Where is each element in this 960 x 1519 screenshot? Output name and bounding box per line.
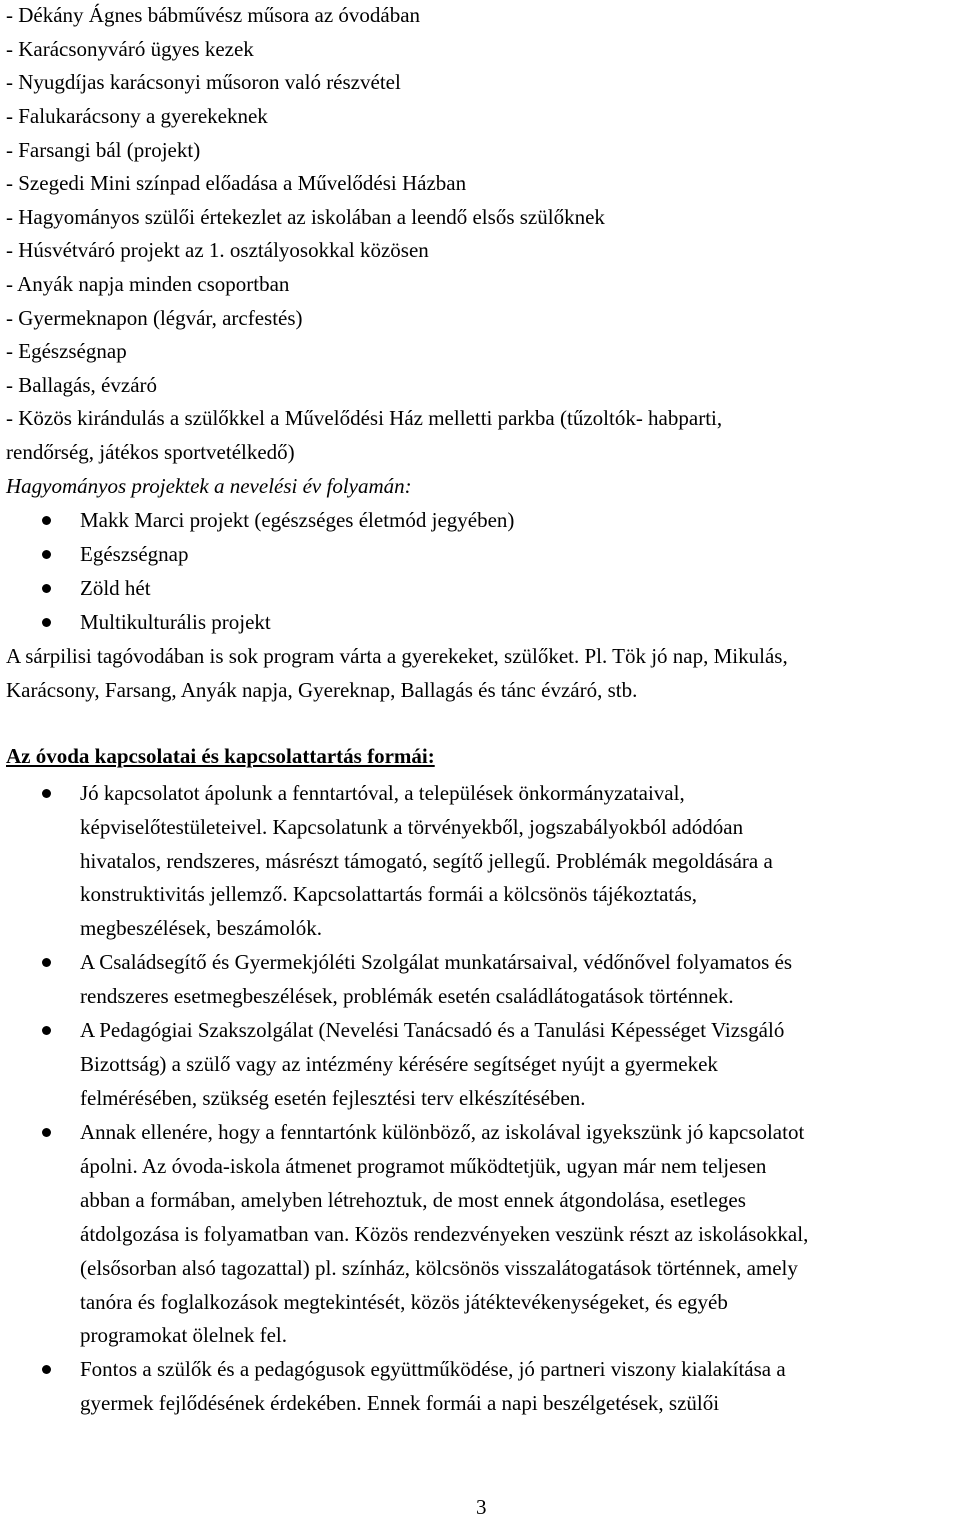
relations-line: megbeszélések, beszámolók. — [80, 916, 322, 940]
relations-line: A Családsegítő és Gyermekjóléti Szolgálat munkatársaival, védőnővel folyamatos és — [80, 950, 793, 974]
relations-line: ápolni. Az óvoda-iskola átmenet programot működtetjük, ugyan már nem teljesen — [80, 1154, 767, 1178]
relations-line: Jó kapcsolatot ápolunk a fenntartóval, a települések önkormányzataival, — [80, 781, 685, 805]
relations-line: tanóra és foglalkozások megtekintését, közös játéktevékenységeket, és egyéb — [80, 1290, 728, 1314]
relations-line: programokat ölelnek fel. — [80, 1323, 288, 1347]
relations-line: Fontos a szülők és a pedagógusok együttműködése, jó partneri viszony kialakítása a — [80, 1357, 786, 1381]
traditional-projects-heading: Hagyományos projektek a nevelési év folyamán: — [6, 474, 412, 498]
program-item: - Nyugdíjas karácsonyi műsoron való részvétel — [6, 70, 401, 94]
relations-line: átdolgozása is folyamatban van. Közös rendezvényeken veszünk részt az iskolásokkal, — [80, 1222, 809, 1246]
program-item: - Egészségnap — [6, 339, 127, 363]
bullet-icon — [42, 958, 51, 967]
bullet-icon — [42, 1026, 51, 1035]
program-item: - Karácsonyváró ügyes kezek — [6, 37, 254, 61]
relations-line: képviselőtestületeivel. Kapcsolatunk a törvényekből, jogszabályokból adódóan — [80, 815, 744, 839]
program-item: - Ballagás, évzáró — [6, 373, 158, 397]
relations-line: A Pedagógiai Szakszolgálat (Nevelési Tanácsadó és a Tanulási Képességet Vizsgáló — [80, 1018, 785, 1042]
project-item: Egészségnap — [80, 542, 189, 566]
relations-heading: Az óvoda kapcsolatai és kapcsolattartás formái: — [6, 744, 435, 768]
paragraph-line: Karácsony, Farsang, Anyák napja, Gyereknap, Ballagás és tánc évzáró, stb. — [6, 678, 638, 702]
bullet-icon — [42, 1365, 51, 1374]
program-item-continuation: rendőrség, játékos sportvetélkedő) — [6, 440, 295, 464]
bullet-icon — [42, 550, 51, 559]
bullet-icon — [42, 1128, 51, 1137]
relations-line: Bizottság) a szülő vagy az intézmény kérésére segítséget nyújt a gyermekek — [80, 1052, 718, 1076]
relations-line: abban a formában, amelyben létrehoztuk, de most ennek átgondolása, esetleges — [80, 1188, 746, 1212]
program-item: - Gyermeknapon (légvár, arcfestés) — [6, 306, 303, 330]
project-item: Makk Marci projekt (egészséges életmód jegyében) — [80, 508, 515, 532]
program-item: - Hagyományos szülői értekezlet az iskolában a leendő elsős szülőknek — [6, 205, 605, 229]
bullet-icon — [42, 789, 51, 798]
relations-line: konstruktivitás jellemző. Kapcsolattartás formái a kölcsönös tájékoztatás, — [80, 882, 697, 906]
project-item: Zöld hét — [80, 576, 151, 600]
bullet-icon — [42, 618, 51, 627]
program-item: - Húsvétváró projekt az 1. osztályosokkal közösen — [6, 238, 429, 262]
relations-line: gyermek fejlődésének érdekében. Ennek formái a napi beszélgetések, szülői — [80, 1391, 720, 1415]
project-item: Multikulturális projekt — [80, 610, 271, 634]
bullet-icon — [42, 584, 51, 593]
relations-line: felmérésében, szükség esetén fejlesztési terv elkészítésében. — [80, 1086, 586, 1110]
program-item: - Dékány Ágnes bábművész műsora az óvodában — [6, 3, 421, 27]
relations-line: rendszeres esetmegbeszélések, problémák esetén családlátogatások történnek. — [80, 984, 734, 1008]
relations-line: (elsősorban alsó tagozattal) pl. színház, kölcsönös visszalátogatások történnek, amely — [80, 1256, 798, 1280]
relations-line: Annak ellenére, hogy a fenntartónk különböző, az iskolával igyekszünk jó kapcsolatot — [80, 1120, 805, 1144]
page-number: 3 — [476, 1495, 487, 1519]
paragraph-line: A sárpilisi tagóvodában is sok program várta a gyerekeket, szülőket. Pl. Tök jó nap, Mikulás, — [6, 644, 788, 668]
program-item: - Anyák napja minden csoportban — [6, 272, 290, 296]
relations-line: hivatalos, rendszeres, másrészt támogató, segítő jellegű. Problémák megoldására a — [80, 849, 773, 873]
program-item: - Farsangi bál (projekt) — [6, 138, 201, 162]
program-item: - Szegedi Mini színpad előadása a Művelődési Házban — [6, 171, 467, 195]
program-item: - Falukarácsony a gyerekeknek — [6, 104, 268, 128]
program-item: - Közös kirándulás a szülőkkel a Művelődési Ház melletti parkba (tűzoltók- habparti, — [6, 406, 723, 430]
bullet-icon — [42, 516, 51, 525]
